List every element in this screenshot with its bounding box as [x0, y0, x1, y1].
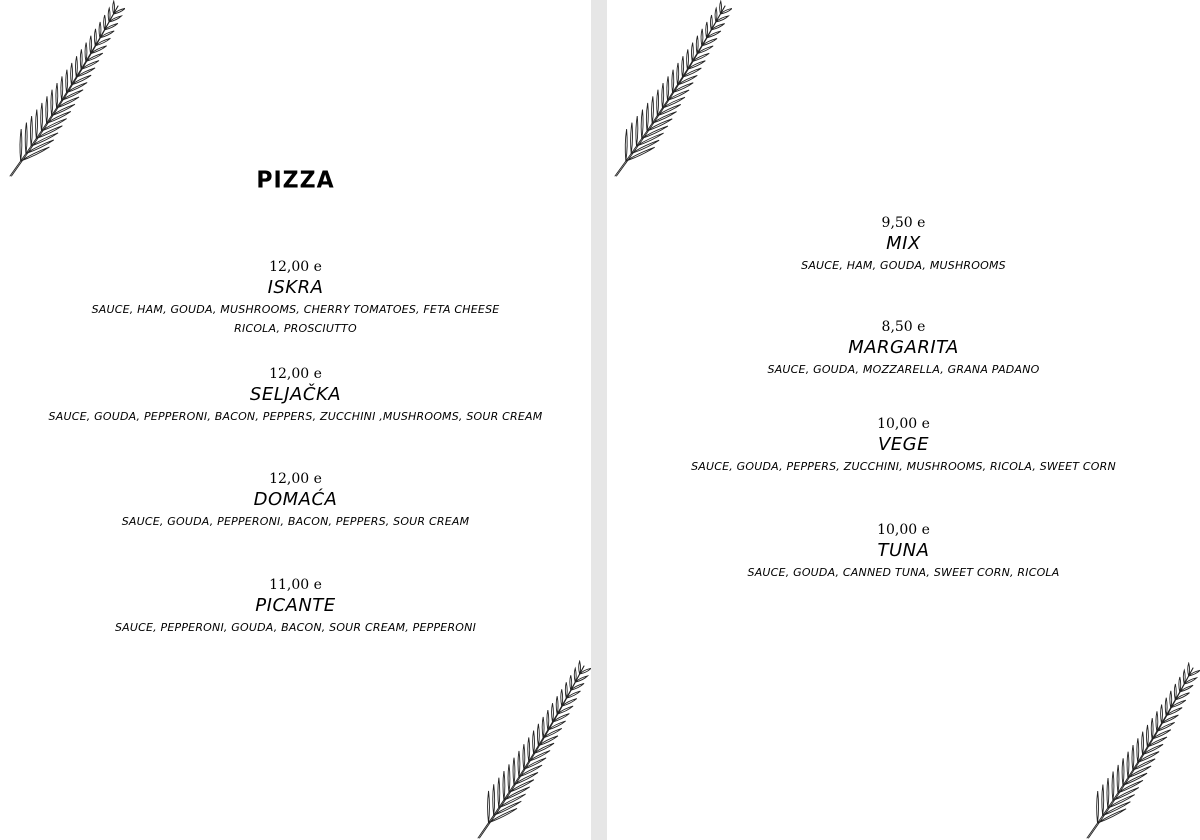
item-ingredients: SAUCE, HAM, GOUDA, MUSHROOMS, CHERRY TOMATOES, FETA CHEESE — [91, 303, 500, 316]
item-price: 11,00 e — [269, 577, 322, 593]
menu-page-left — [0, 0, 591, 840]
rosemary-sprig-icon — [0, 0, 125, 180]
item-ingredients: SAUCE, HAM, GOUDA, MUSHROOMS — [801, 259, 1006, 272]
item-price: 12,00 e — [269, 259, 322, 275]
item-ingredients: SAUCE, GOUDA, MOZZARELLA, GRANA PADANO — [767, 363, 1040, 376]
item-name: MARGARITA — [848, 337, 959, 358]
item-price: 9,50 e — [881, 215, 926, 231]
menu-item — [0, 576, 591, 637]
item-price: 10,00 e — [877, 416, 930, 432]
menu-page-right — [607, 0, 1200, 840]
item-name: ISKRA — [267, 277, 324, 298]
item-name: SELJAČKA — [249, 384, 342, 405]
item-price: 10,00 e — [877, 522, 930, 538]
menu-item — [607, 521, 1200, 582]
menu-item — [0, 258, 591, 338]
item-ingredients: SAUCE, PEPPERONI, GOUDA, BACON, SOUR CREAM, PEPPERONI — [114, 621, 477, 634]
item-ingredients: SAUCE, GOUDA, PEPPERONI, BACON, PEPPERS, ZUCCHINI ,MUSHROOMS, SOUR CREAM — [48, 410, 543, 423]
menu-item — [0, 470, 591, 531]
rosemary-sprig-icon — [607, 0, 732, 180]
item-price: 12,00 e — [269, 366, 322, 382]
item-name: VEGE — [877, 434, 929, 455]
item-price: 8,50 e — [881, 319, 926, 335]
item-ingredients: SAUCE, GOUDA, PEPPERONI, BACON, PEPPERS, SOUR CREAM — [121, 515, 470, 528]
menu-item — [607, 318, 1200, 379]
menu-item — [607, 415, 1200, 476]
item-ingredients: SAUCE, GOUDA, PEPPERS, ZUCCHINI, MUSHROOMS, RICOLA, SWEET CORN — [691, 460, 1116, 473]
item-name: DOMAĆA — [253, 489, 338, 510]
menu-title: PIZZA — [256, 167, 335, 194]
rosemary-sprig-icon — [468, 660, 591, 840]
rosemary-sprig-icon — [1077, 662, 1200, 840]
item-price: 12,00 e — [269, 471, 322, 487]
menu-item — [607, 214, 1200, 275]
menu-item — [0, 365, 591, 426]
item-name: TUNA — [877, 540, 930, 561]
item-ingredients: SAUCE, GOUDA, CANNED TUNA, SWEET CORN, RICOLA — [747, 566, 1060, 579]
item-name: PICANTE — [255, 595, 336, 616]
item-ingredients: RICOLA, PROSCIUTTO — [234, 322, 357, 335]
item-name: MIX — [886, 233, 921, 254]
